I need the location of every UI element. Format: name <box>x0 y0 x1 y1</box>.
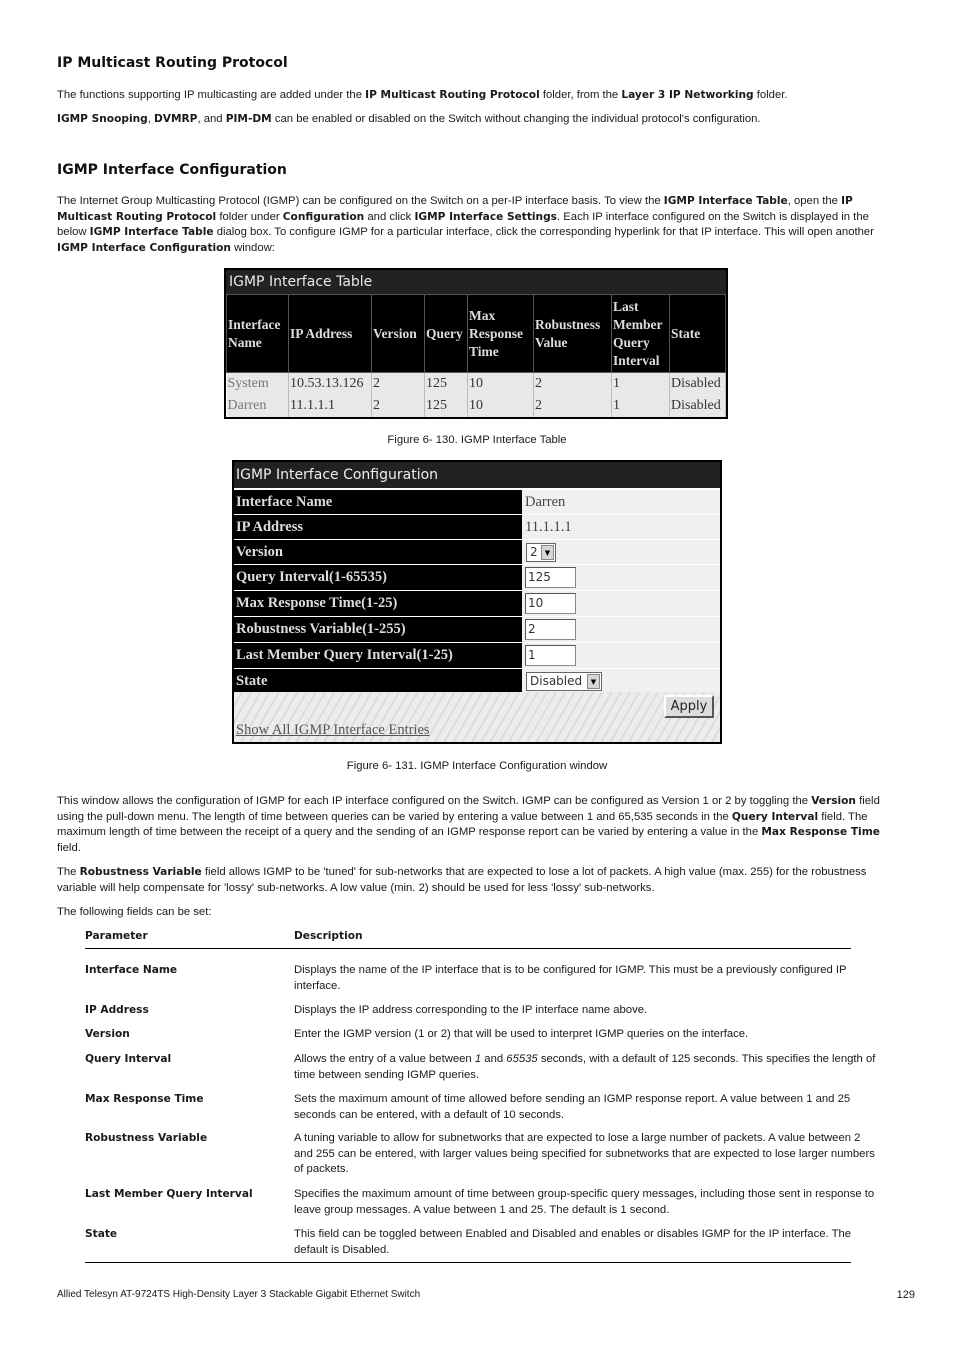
field-label: IP Address <box>234 515 522 539</box>
param-desc: Allows the entry of a value between 1 and 65535 seconds, with a default of 125 seconds. This specifies the length of time between sending IGMP queries. <box>294 1053 876 1081</box>
interface-name-value: Darren <box>522 490 720 514</box>
max-response-time-input[interactable]: 10 <box>525 593 576 614</box>
igmp-description-paragraph: The Internet Group Multicasting Protocol (IGMP) can be configured on the Switch on a per-IP interface basis. To view the IGMP Interface Table, open the IP Multicast Routing Protocol folder under Configuration and click IGMP Interface Settings. Each IP interface configured on the Switch is displayed in the below IGMP Interface Table dialog box. To configure IGMP for a particular interface, click the corresponding hyperlink for that IP interface. This will open another IGMP Interface Configuration window: <box>57 195 874 254</box>
section-heading-ip-multicast: IP Multicast Routing Protocol <box>57 55 288 71</box>
param-name: Query Interval <box>85 1053 172 1065</box>
field-label: Version <box>234 540 522 564</box>
param-desc: Enter the IGMP version (1 or 2) that will be used to interpret IGMP queries on the interface. <box>294 1028 749 1040</box>
param-name: State <box>85 1228 118 1240</box>
cell-ip: 10.53.13.126 <box>289 373 372 395</box>
cell-state: Disabled <box>670 395 726 417</box>
col-last-member-query-interval: Last Member Query Interval <box>612 295 670 373</box>
footer-product: Allied Telesyn AT-9724TS High-Density Layer 3 Stackable Gigabit Ethernet Switch <box>57 1289 421 1300</box>
robustness-variable-input[interactable]: 2 <box>525 619 576 640</box>
cell-max-response: 10 <box>468 395 534 417</box>
state-selected: Disabled <box>530 674 583 688</box>
cell-version: 2 <box>372 373 425 395</box>
field-label: Last Member Query Interval(1-25) <box>234 643 522 668</box>
col-max-response-time: Max Response Time <box>468 295 534 373</box>
param-desc: Displays the name of the IP interface that is to be configured for IGMP. This must be a previously configured IP interface. <box>294 964 847 992</box>
param-name: Last Member Query Interval <box>85 1188 253 1200</box>
field-row-ip-address <box>234 515 720 539</box>
param-name: Interface Name <box>85 964 178 976</box>
show-all-entries-link[interactable]: Show All IGMP Interface Entries <box>236 722 430 738</box>
figure-caption: Figure 6- 130. IGMP Interface Table <box>387 434 567 446</box>
config-description-paragraph: This window allows the configuration of IGMP for each IP interface configured on the Switch. IGMP can be configured as Version 1 or 2 by toggling the Version field using the pull-down menu. The length of time between queries can be varied by entering a value between 1 and 65,535 seconds in the Query Interval field. The maximum length of time between the receipt of a query and the sending of an IGMP response report can be varied by entering a value in the Max Response Time field. <box>57 795 880 854</box>
field-row-interface-name <box>234 490 720 514</box>
col-ip-address: IP Address <box>289 295 372 373</box>
chevron-down-icon: ▼ <box>541 545 554 560</box>
param-desc: Sets the maximum amount of time allowed before sending an IGMP response report. A value between 1 and 25 seconds can be entered, with a default of 10 seconds. <box>294 1093 851 1121</box>
divider <box>85 948 851 949</box>
interface-name-link[interactable]: Darren <box>227 395 289 417</box>
robustness-paragraph: The Robustness Variable field allows IGMP to be 'tuned' for sub-networks that are expected to lose a lot of packets. A high value (max. 255) for the robustness variable will help compensate for 'lossy' sub-networks. A low value (min. 2) should be used for less 'lossy' sub-networks. <box>57 866 867 894</box>
header-description: Description <box>294 930 363 942</box>
param-desc: Displays the IP address corresponding to the IP interface name above. <box>294 1004 648 1016</box>
field-label: Max Response Time(1-25) <box>234 591 522 616</box>
param-desc: A tuning variable to allow for subnetworks that are expected to lose a large number of packets. A value between 2 and 255 can be entered, with larger values being specified for subnetworks that are expected to lose larger numbers of packets. <box>294 1132 875 1175</box>
field-row-max-response-time <box>234 591 720 616</box>
page-number: 129 <box>896 1289 915 1301</box>
col-query: Query <box>425 295 468 373</box>
protocols-paragraph: IGMP Snooping, DVMRP, and PIM-DM can be enabled or disabled on the Switch without changing the individual protocol's configuration. <box>57 113 761 125</box>
cell-state: Disabled <box>670 373 726 395</box>
igmp-interface-config-window <box>232 460 722 744</box>
field-label: Interface Name <box>234 490 522 514</box>
col-robustness-value: Robustness Value <box>534 295 612 373</box>
cell-version: 2 <box>372 395 425 417</box>
parameters-table <box>85 963 875 1263</box>
col-state: State <box>670 295 726 373</box>
cell-last-member: 1 <box>612 395 670 417</box>
last-member-query-interval-input[interactable]: 1 <box>525 645 576 666</box>
field-row-query-interval <box>234 565 720 590</box>
cell-ip: 11.1.1.1 <box>289 395 372 417</box>
igmp-interface-table-figure <box>224 268 728 419</box>
col-version: Version <box>372 295 425 373</box>
field-label: Query Interval(1-65535) <box>234 565 522 590</box>
ip-address-value: 11.1.1.1 <box>522 515 720 539</box>
divider <box>85 1262 851 1263</box>
field-label: State <box>234 669 522 693</box>
field-row-last-member-query-interval <box>234 643 720 668</box>
table-header-row <box>227 295 726 373</box>
field-label: Robustness Variable(1-255) <box>234 617 522 642</box>
cell-query: 125 <box>425 373 468 395</box>
header-parameter: Parameter <box>85 930 148 942</box>
figure-caption: Figure 6- 131. IGMP Interface Configuration window <box>346 760 608 772</box>
field-row-state <box>234 669 720 693</box>
param-desc: Specifies the maximum amount of time between group-specific query messages, including those sent in response to leave group messages. A value between 1 and 25. The default is 1 second. <box>294 1188 875 1216</box>
apply-button[interactable]: Apply <box>664 695 714 718</box>
cell-robustness: 2 <box>534 395 612 417</box>
state-select[interactable] <box>526 672 602 691</box>
version-selected: 2 <box>530 545 538 559</box>
interface-name-link[interactable]: System <box>227 373 289 395</box>
param-name: Max Response Time <box>85 1093 204 1105</box>
field-row-version <box>234 540 720 564</box>
table-row[interactable] <box>227 395 726 417</box>
figure-title: IGMP Interface Table <box>226 270 726 294</box>
field-row-robustness-variable <box>234 617 720 642</box>
param-name: Version <box>85 1028 130 1040</box>
cell-max-response: 10 <box>468 373 534 395</box>
param-desc: This field can be toggled between Enabled and Disabled and enables or disables IGMP for the IP interface. The default is Disabled. <box>294 1228 852 1256</box>
version-select[interactable] <box>526 543 556 562</box>
cell-robustness: 2 <box>534 373 612 395</box>
col-interface-name: Interface Name <box>227 295 289 373</box>
chevron-down-icon: ▼ <box>587 674 600 689</box>
window-title: IGMP Interface Configuration <box>234 462 720 488</box>
section-heading-igmp-interface: IGMP Interface Configuration <box>57 162 287 178</box>
cell-last-member: 1 <box>612 373 670 395</box>
window-footer <box>234 692 720 742</box>
intro-paragraph: The functions supporting IP multicasting are added under the IP Multicast Routing Protocol folder, from the Layer 3 IP Networking folder. <box>57 89 788 101</box>
param-name: Robustness Variable <box>85 1132 208 1144</box>
table-row[interactable] <box>227 373 726 395</box>
fields-intro: The following fields can be set: <box>57 906 212 918</box>
igmp-interface-table <box>226 294 726 417</box>
query-interval-input[interactable]: 125 <box>525 567 576 588</box>
cell-query: 125 <box>425 395 468 417</box>
param-name: IP Address <box>85 1004 149 1016</box>
